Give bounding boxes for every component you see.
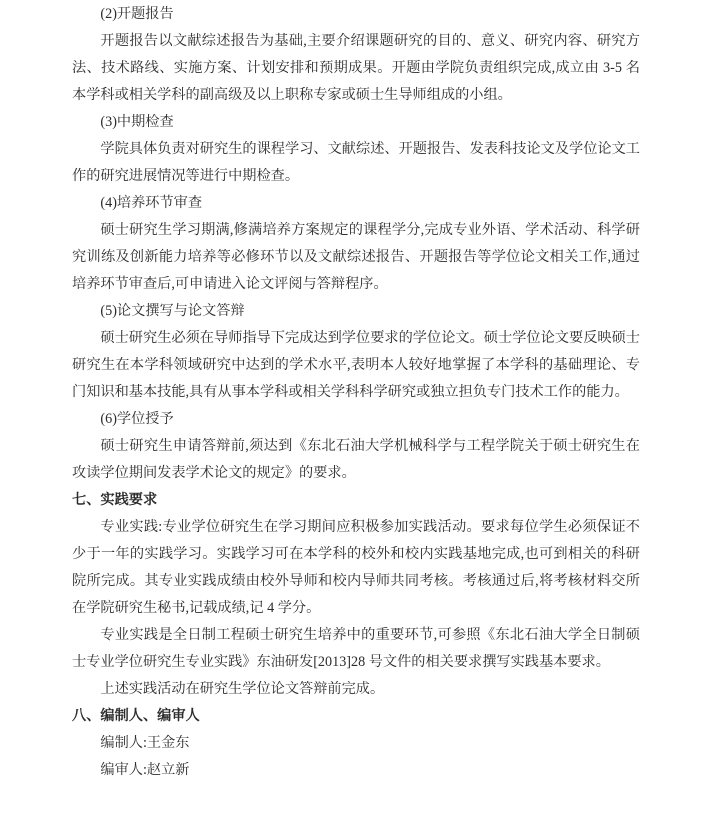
paragraph: 专业实践是全日制工程硕士研究生培养中的重要环节,可参照《东北石油大学全日制硕士专业学位研究生专业实践》东油研发[2013]28 号文件的相关要求撰写实践基本要求。 (72, 627, 640, 670)
paragraph: 编制人:王金东 (100, 735, 190, 751)
section-subheading: (3)中期检查 (100, 114, 174, 130)
paragraph: 上述实践活动在研究生学位论文答辩前完成。 (100, 681, 385, 697)
section-heading: 八、编制人、编审人 (72, 708, 200, 724)
paragraph: 硕士研究生学习期满,修满培养方案规定的课程学分,完成专业外语、学术活动、科学研究训练及创新能力培养等必修环节以及文献综述报告、开题报告等学位论文相关工作,通过培养环节审查后,可申请进入论文评阅与答辩程序。 (72, 222, 640, 292)
section-subheading: (2)开题报告 (100, 6, 174, 22)
section-subheading: (5)论文撰写与论文答辩 (100, 303, 245, 319)
paragraph: 开题报告以文献综述报告为基础,主要介绍课题研究的目的、意义、研究内容、研究方法、技术路线、实施方案、计划安排和预期成果。开题由学院负责组织完成,成立由 3-5 名本学科或相关学科的副高级及以上职称专家或硕士生导师组成的小组。 (72, 33, 640, 103)
paragraph: 学院具体负责对研究生的课程学习、文献综述、开题报告、发表科技论文及学位论文工作的研究进展情况等进行中期检查。 (72, 141, 640, 184)
section-heading: 七、实践要求 (72, 492, 158, 508)
document-body (72, 1, 640, 784)
paragraph: 硕士研究生必须在导师指导下完成达到学位要求的学位论文。硕士学位论文要反映硕士研究生在本学科领域研究中达到的学术水平,表明本人较好地掌握了本学科的基础理论、专门知识和基本技能,具有从事本学科或相关学科科学研究或独立担负专门技术工作的能力。 (72, 330, 640, 400)
paragraph: 编审人:赵立新 (100, 762, 190, 778)
section-subheading: (4)培养环节审查 (100, 195, 203, 211)
section-subheading: (6)学位授予 (100, 411, 174, 427)
paragraph: 硕士研究生申请答辩前,须达到《东北石油大学机械科学与工程学院关于硕士研究生在攻读学位期间发表学术论文的规定》的要求。 (72, 438, 640, 481)
paragraph: 专业实践:专业学位研究生在学习期间应积极参加实践活动。要求每位学生必须保证不少于一年的实践学习。实践学习可在本学科的校外和校内实践基地完成,也可到相关的科研院所完成。其专业实践成绩由校外导师和校内导师共同考核。考核通过后,将考核材料交所在学院研究生秘书,记载成绩,记 4 学分。 (72, 519, 640, 616)
